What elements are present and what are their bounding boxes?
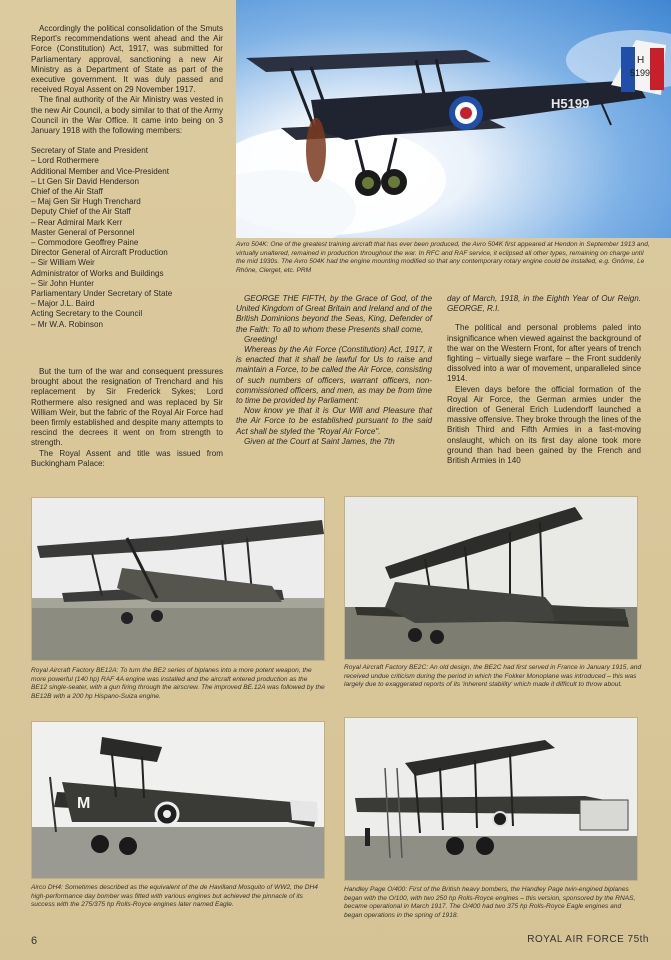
paragraph: GEORGE THE FIFTH, by the Grace of God, of the United Kingdom of Great Britain and Ireland and of the British Dominions beyond the Seas, King, Defender of the Faith: To all to whom these Presents shall come,: [236, 294, 432, 334]
list-item: Parliamentary Under Secretary of State: [31, 289, 173, 299]
paragraph: The Royal Assent and title was issued from Buckingham Palace:: [31, 448, 223, 468]
column-left-continued: [31, 367, 223, 469]
list-item: – Major J.L. Baird: [31, 299, 95, 309]
paragraph: Eleven days before the official formation of the Royal Air Force, the German armies under the direction of General Erich Ludendorff launched a massive offensive. They broke through the lines of the British Third and Fifth Armies in a fast-moving onslaught, which on its first day alone took more ground than had been gained by the French and British Armies in 140: [447, 384, 641, 466]
column-right: [447, 294, 641, 466]
list-item: Director General of Aircraft Production: [31, 248, 168, 258]
paragraph: Greeting!: [244, 334, 278, 344]
be12a-photo: [31, 497, 325, 661]
avro-504k-illustration: [236, 0, 671, 238]
dh4-marking: M: [77, 795, 91, 812]
paragraph: day of March, 1918, in the Eighth Year of Our Reign. GEORGE, R.I.: [447, 294, 641, 314]
running-footer-title: ROYAL AIR FORCE 75th: [527, 934, 649, 945]
list-item: – Maj Gen Sir Hugh Trenchard: [31, 197, 141, 207]
be2c-caption: Royal Aircraft Factory BE2C: An old design, the BE2C had first served in France in January 1915, and received undue criticism during the period in which the Fokker Monoplane was introduced – this was largely due to exaggerated reports of its 'inherent stability' which made it difficult to throw about.: [344, 664, 642, 689]
paragraph: Whereas by the Air Force (Constitution) Act, 1917, it is enacted that it shall be lawful for Us to raise and maintain a Force, to be called the Air Force, consisting of such numbers of officers, warrant officers, non-commissioned officers, and men, as may be from time to time be provided by Parliament:: [236, 345, 432, 406]
list-item: Deputy Chief of the Air Staff: [31, 207, 131, 217]
be12a-illustration: [32, 498, 325, 661]
paragraph: Accordingly the political consolidation of the Smuts Report's recommendations went ahead and the Air Force (Constitution) Act, 1917, was submitted for Parliamentary approval, sanctioning a new Air Ministry as a Department of State as part of the executive government. It was duly passed and received Royal Assent on 29 November 1917.: [31, 24, 223, 95]
list-item: – Sir John Hunter: [31, 278, 94, 288]
page-number: 6: [31, 935, 38, 947]
list-item: Acting Secretary to the Council: [31, 309, 143, 319]
dh4-illustration: [32, 722, 325, 879]
be12a-caption: Royal Aircraft Factory BE12A: To turn the BE2 series of biplanes into a more potent weapon, the more powerful (140 hp) RAF 4A engine was installed and the aircraft entered production as the BE12 single-seater, with a gun firing through the airscrew. The improved BE.12A was followed by the BE12B with a 200 hp Hispano-Suiza engine.: [31, 667, 325, 700]
handley-page-illustration: [345, 718, 638, 881]
list-item: – Sir William Weir: [31, 258, 95, 268]
list-item: Chief of the Air Staff: [31, 187, 103, 197]
air-council-members-list: [31, 146, 223, 330]
column-left: [31, 24, 223, 330]
dh4-photo: [31, 721, 325, 879]
paragraph: Given at the Court at Saint James, the 7th: [244, 436, 395, 446]
list-item: – Lord Rothermere: [31, 156, 99, 166]
list-item: Master General of Personnel: [31, 227, 135, 237]
column-middle: [236, 294, 432, 447]
list-item: Additional Member and Vice-President: [31, 166, 169, 176]
handley-page-photo: [344, 717, 638, 881]
tail-serial: 5199: [630, 68, 651, 78]
be2c-illustration: [345, 497, 638, 660]
paragraph: But the turn of the war and consequent pressures brought about the resignation of Trenchard and his replacement by Sir Frederick Sykes; Lord Rothermere also resigned and was replaced by Sir William Weir, but the fabric of the Royal Air Force had been firmly established and despite many attempts to rescind the decrees it went on from strength to strength.: [31, 367, 223, 448]
paragraph: The political and personal problems paled into insignificance when viewed against the background of the war on the Western Front, for after years of trench fighting – virtually siege warfare – the Front suddenly dissolved into a war of movement, unparalleled since 1914.: [447, 323, 641, 384]
avro-504k-caption: Avro 504K: One of the greatest training aircraft that has ever been produced, the Avro 504K first appeared at Hendon in September 1913 and, virtually unaltered, remained in production throughout the war. In RFC and RAF service, it eclipsed all other types, remaining on charge until the mid 1930s. The Avro 504K had the engine mounting modified so that any contemporary rotary engine could be installed, e.g. Gnôme, Le Rhône, Clerget, etc. PRM: [236, 241, 650, 274]
list-item: – Commodore Geoffrey Paine: [31, 238, 139, 248]
list-item: Administrator of Works and Buildings: [31, 268, 164, 278]
fuselage-serial: H5199: [551, 96, 590, 111]
list-item: – Rear Admiral Mark Kerr: [31, 217, 123, 227]
list-item: – Lt Gen Sir David Henderson: [31, 176, 139, 186]
be2c-photo: [344, 496, 638, 660]
paragraph: The final authority of the Air Ministry was vested in the new Air Council, a body similar to that of the Army Council in the War Office. It came into being on 3 January 1918 with the following members:: [31, 95, 223, 136]
avro-504k-photo: [236, 0, 671, 238]
list-item: – Mr W.A. Robinson: [31, 319, 103, 329]
paragraph: Now know ye that it is Our Will and Pleasure that the Air Force to be established pursuant to the said Act shall be styled the "Royal Air Force".: [236, 406, 432, 436]
handley-page-caption: Handley Page O/400: First of the British heavy bombers, the Handley Page twin-engined biplanes began with the O/100, with two 250 hp Rolls-Royce engines – this version, sponsored by the RNAS, became operational in March 1917. The O/400 had two 375 hp Rolls-Royce Eagle engines and began operations in the spring of 1918.: [344, 886, 636, 919]
dh4-caption: Airco DH4: Sometimes described as the equivalent of the de Havilland Mosquito of WW2, the DH4 high-performance day bomber was fitted with various engines but achieved the pinnacle of its success with the 275/375 hp Rolls-Royce engines later named Eagle.: [31, 884, 318, 909]
tail-letter: H: [637, 55, 645, 66]
list-item: Secretary of State and President: [31, 146, 148, 156]
